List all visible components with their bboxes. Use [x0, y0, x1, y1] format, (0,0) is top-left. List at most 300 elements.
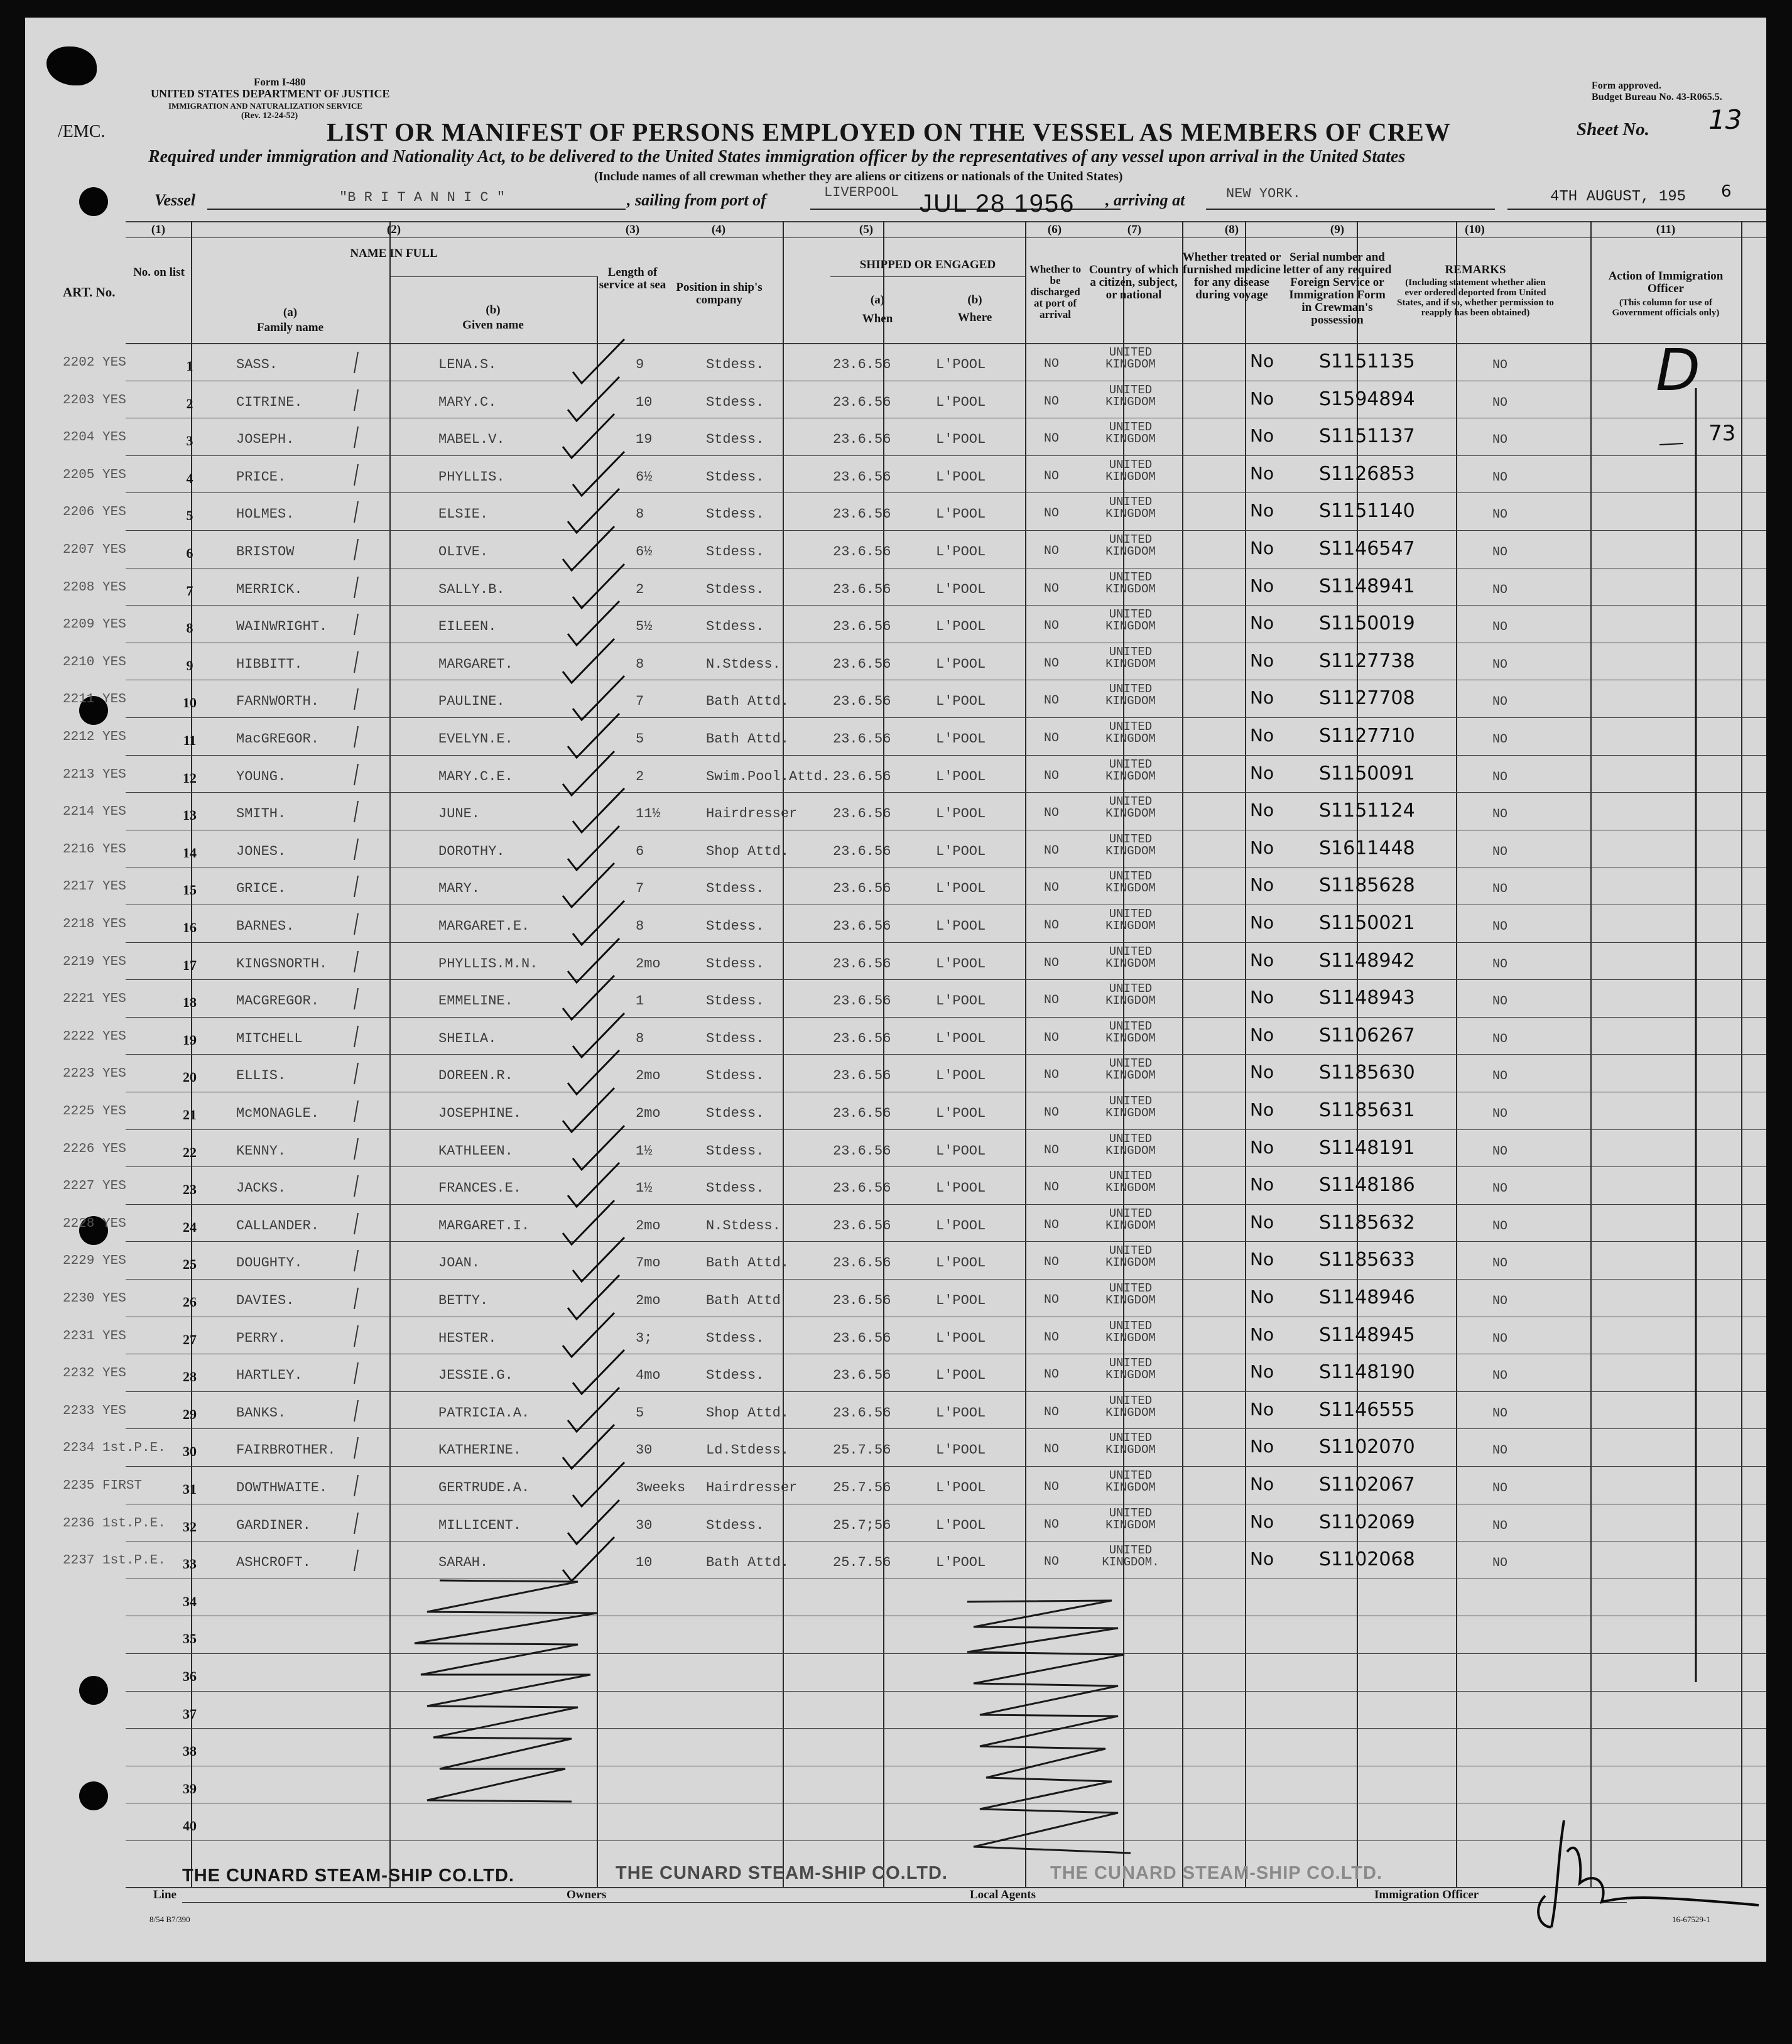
position: Stdess. — [706, 955, 764, 972]
row-number: 38 — [183, 1743, 197, 1759]
row-number: 24 — [183, 1219, 197, 1235]
position: Stdess. — [706, 1030, 764, 1046]
cancel-scribble-names — [389, 1574, 641, 1882]
position: Swim.Pool.Attd. — [706, 768, 831, 785]
position: Stdess. — [706, 1517, 764, 1533]
country: UNITED KINGDOM — [1105, 533, 1156, 558]
serial-number: S1150019 — [1319, 612, 1415, 635]
family-name: MERRICK. — [236, 581, 303, 597]
length-of-service: 2mo — [636, 1106, 661, 1121]
discharged: NO — [1044, 806, 1060, 821]
serial-number: S1127710 — [1319, 725, 1415, 747]
row-number: 36 — [183, 1668, 197, 1684]
col-11-number: (11) — [1656, 223, 1676, 236]
serial-number: S1185630 — [1319, 1062, 1415, 1084]
row-divider — [126, 1241, 1766, 1242]
remarks: NO — [1492, 1331, 1508, 1346]
discharged: NO — [1044, 1405, 1060, 1420]
col-1-header: No. on list — [133, 266, 185, 279]
country: UNITED KINGDOM — [1105, 832, 1156, 858]
shipped-where: L'POOL — [936, 469, 986, 485]
given-name: JESSIE.G. — [438, 1367, 513, 1384]
remarks: NO — [1492, 433, 1508, 448]
row-number: 29 — [183, 1406, 197, 1422]
given-name: EILEEN. — [438, 619, 497, 635]
treated: No — [1250, 1474, 1274, 1494]
shipped-where: L'POOL — [936, 955, 986, 972]
length-of-service: 6 — [636, 843, 644, 859]
col-5a-letter: (a) — [870, 293, 885, 307]
treated: No — [1250, 650, 1274, 671]
length-of-service: 7 — [636, 881, 644, 897]
art-number: 2209 YES — [63, 617, 126, 633]
vessel-label: Vessel — [155, 191, 195, 209]
family-name: JOSEPH. — [236, 432, 295, 448]
shipped-where: L'POOL — [936, 432, 986, 448]
discharged: NO — [1044, 1517, 1060, 1532]
shipped-where: L'POOL — [936, 1517, 986, 1533]
serial-number: S1102070 — [1319, 1436, 1415, 1459]
shipped-when: 25.7.56 — [833, 1442, 891, 1459]
footer-agents-label: Local Agents — [970, 1888, 1036, 1901]
art-number: 2231 YES — [63, 1329, 126, 1344]
position: Bath Attd. — [706, 731, 790, 747]
row-divider — [126, 1391, 1766, 1392]
given-name: MARGARET.I. — [438, 1217, 530, 1234]
name-tick — [352, 725, 361, 750]
col-2b-letter: (b) — [486, 303, 501, 317]
art-number: 2226 YES — [63, 1141, 126, 1156]
country: UNITED KINGDOM — [1105, 1244, 1156, 1270]
remarks: NO — [1492, 620, 1508, 635]
name-tick — [352, 1249, 361, 1274]
remarks: NO — [1492, 1031, 1508, 1046]
given-name: HESTER. — [438, 1330, 497, 1346]
given-name: PAULINE. — [438, 693, 505, 710]
length-of-service: 3weeks — [636, 1480, 686, 1496]
art-number: 2216 YES — [63, 842, 126, 857]
serial-number: S1185631 — [1319, 1099, 1415, 1121]
treated: No — [1250, 1136, 1274, 1158]
row-number: 25 — [183, 1256, 197, 1273]
remarks: NO — [1492, 545, 1508, 560]
row-number: 14 — [183, 844, 197, 861]
family-name: MacGREGOR. — [236, 731, 320, 747]
country: UNITED KINGDOM — [1105, 907, 1156, 933]
col-7-number: (7) — [1127, 223, 1142, 236]
treated: No — [1250, 575, 1274, 596]
serial-number: S1148946 — [1319, 1286, 1415, 1308]
remarks: NO — [1492, 994, 1508, 1009]
shipped-where: L'POOL — [936, 1367, 986, 1384]
row-number: 31 — [183, 1481, 197, 1497]
position: Stdess. — [706, 581, 764, 597]
serial-number: S1146547 — [1319, 538, 1415, 560]
country: UNITED KINGDOM — [1105, 1356, 1156, 1383]
art-number: 2229 YES — [63, 1254, 126, 1269]
given-name: MARGARET. — [438, 656, 513, 672]
length-of-service: 11½ — [636, 806, 661, 822]
row-divider — [126, 1728, 1766, 1729]
col-8-number: (8) — [1224, 223, 1239, 236]
shipped-where: L'POOL — [936, 806, 986, 822]
row-divider — [126, 792, 1766, 793]
treated: No — [1250, 837, 1274, 858]
family-name: PERRY. — [236, 1330, 286, 1346]
name-tick — [352, 425, 361, 450]
given-name: MARY.C. — [438, 394, 497, 410]
country: UNITED KINGDOM — [1105, 1393, 1156, 1420]
name-tick — [352, 1324, 361, 1349]
art-number: 2221 YES — [63, 992, 126, 1007]
name-tick — [352, 1062, 361, 1087]
position: Bath Attd. — [706, 1555, 790, 1571]
country: UNITED KINGDOM — [1105, 1469, 1156, 1494]
budget-bureau: Budget Bureau No. 43-R065.5. — [1592, 92, 1722, 102]
sheet-number: 13 — [1708, 104, 1742, 135]
art-number: 2218 YES — [63, 917, 126, 932]
serial-number: S1146555 — [1319, 1398, 1415, 1421]
given-name: GERTRUDE.A. — [438, 1480, 530, 1496]
shipped-where: L'POOL — [936, 506, 986, 523]
discharged: NO — [1044, 357, 1060, 371]
treated: No — [1250, 762, 1274, 783]
serial-number: S1148190 — [1319, 1361, 1415, 1384]
discharged: NO — [1044, 881, 1060, 896]
shipped-when: 23.6.56 — [833, 394, 891, 410]
serial-number: S1127738 — [1319, 650, 1415, 672]
family-name: MITCHELL — [236, 1030, 303, 1046]
row-number: 5 — [186, 508, 193, 524]
serial-number: S1148186 — [1319, 1174, 1415, 1197]
discharged: NO — [1044, 619, 1060, 634]
row-number: 22 — [183, 1144, 197, 1160]
shipped-where: L'POOL — [936, 357, 986, 372]
row-divider — [126, 1129, 1766, 1130]
country: UNITED KINGDOM — [1105, 982, 1156, 1008]
row-number: 35 — [183, 1631, 197, 1647]
punch-hole — [79, 1676, 108, 1705]
given-name: DOROTHY. — [438, 843, 505, 859]
length-of-service: 8 — [636, 656, 644, 672]
art-number: 2232 YES — [63, 1366, 126, 1381]
treated: No — [1250, 1174, 1274, 1195]
shipped-when: 23.6.56 — [833, 469, 891, 485]
remarks: NO — [1492, 1256, 1508, 1271]
position: Stdess. — [706, 394, 764, 410]
discharged: NO — [1044, 581, 1060, 596]
shipped-where: L'POOL — [936, 1030, 986, 1046]
row-number: 23 — [183, 1182, 197, 1198]
remarks: NO — [1492, 695, 1508, 710]
treated: No — [1250, 1548, 1274, 1570]
row-number: 34 — [183, 1593, 197, 1609]
row-number: 7 — [186, 582, 193, 599]
length-of-service: 6½ — [636, 469, 653, 485]
serial-number: S1150091 — [1319, 762, 1415, 785]
discharged: NO — [1044, 656, 1060, 671]
family-name: YOUNG. — [236, 768, 286, 785]
given-name: LENA.S. — [438, 357, 497, 372]
position: Stdess. — [706, 1367, 764, 1384]
name-tick — [352, 1474, 361, 1499]
treated: No — [1250, 1211, 1274, 1232]
row-divider — [126, 1279, 1766, 1280]
col-2b-header: Given name — [462, 318, 524, 332]
length-of-service: 2mo — [636, 1293, 661, 1308]
row-number: 20 — [183, 1069, 197, 1085]
family-name: ASHCROFT. — [236, 1555, 311, 1571]
shipped-when: 23.6.56 — [833, 1255, 891, 1271]
country: UNITED KINGDOM — [1105, 1281, 1156, 1307]
serial-number: S1150021 — [1319, 912, 1415, 934]
given-name: MABEL.V. — [438, 432, 505, 448]
shipped-when: 25.7.56 — [833, 1480, 891, 1496]
given-name: JOSEPHINE. — [438, 1106, 522, 1121]
remarks: NO — [1492, 1107, 1508, 1121]
shipped-when: 23.6.56 — [833, 955, 891, 972]
col-11-note: (This column for use of Government officials only) — [1612, 298, 1720, 318]
shipped-when: 23.6.56 — [833, 581, 891, 597]
position: Stdess. — [706, 993, 764, 1009]
name-tick — [352, 1099, 361, 1124]
art-number: 2222 YES — [63, 1029, 126, 1044]
cancel-scribble-shipped — [961, 1596, 1168, 1891]
treated: No — [1250, 687, 1274, 709]
serial-number: S1148191 — [1319, 1136, 1415, 1159]
position: Stdess. — [706, 1180, 764, 1197]
serial-number: S1127708 — [1319, 687, 1415, 710]
length-of-service: 5 — [636, 731, 644, 747]
row-number: 19 — [183, 1031, 197, 1048]
family-name: HARTLEY. — [236, 1367, 303, 1384]
length-of-service: 7 — [636, 693, 644, 710]
form-subtitle: Required under immigration and Nationality Act, to be delivered to the United States immigration officer by the representatives of any vessel upon arrival in the United States — [148, 147, 1406, 166]
length-of-service: 5 — [636, 1405, 644, 1421]
discharged: NO — [1044, 1555, 1060, 1570]
serial-number: S1126853 — [1319, 462, 1415, 485]
row-number: 13 — [183, 807, 197, 824]
name-tick — [352, 500, 361, 525]
family-name: KENNY. — [236, 1143, 286, 1159]
footer-owners-label: Owners — [567, 1888, 607, 1901]
length-of-service: 8 — [636, 1030, 644, 1046]
remarks: NO — [1492, 1518, 1508, 1533]
discharged: NO — [1044, 993, 1060, 1008]
country: UNITED KINGDOM — [1105, 757, 1156, 783]
col-2a-header: Family name — [256, 321, 324, 334]
discharged: NO — [1044, 1442, 1060, 1457]
art-number: 2227 YES — [63, 1179, 126, 1194]
name-tick — [352, 463, 361, 488]
art-number: 2212 YES — [63, 730, 126, 744]
remarks: NO — [1492, 1406, 1508, 1421]
remarks: NO — [1492, 1219, 1508, 1234]
shipped-where: L'POOL — [936, 731, 986, 747]
shipped-where: L'POOL — [936, 1480, 986, 1496]
name-tick — [352, 687, 361, 712]
art-number: 2210 YES — [63, 655, 126, 670]
col-1-number: (1) — [151, 223, 166, 236]
footer-line-company: THE CUNARD STEAM-SHIP CO.LTD. — [182, 1866, 514, 1886]
row-number: 10 — [183, 695, 197, 711]
col-2a-letter: (a) — [283, 306, 298, 319]
treated: No — [1250, 462, 1274, 484]
given-name: DOREEN.R. — [438, 1068, 513, 1084]
position: Stdess. — [706, 469, 764, 485]
shipped-when: 23.6.56 — [833, 1293, 891, 1308]
family-name: GARDINER. — [236, 1517, 311, 1533]
name-tick — [352, 538, 361, 563]
country: UNITED KINGDOM — [1105, 570, 1156, 596]
shipped-when: 23.6.56 — [833, 1068, 891, 1084]
shipped-where: L'POOL — [936, 1293, 986, 1308]
treated: No — [1250, 1436, 1274, 1457]
family-name: HOLMES. — [236, 506, 295, 523]
shipped-when: 25.7;56 — [833, 1517, 891, 1533]
manifest-sheet — [25, 18, 1766, 1962]
country: UNITED KINGDOM — [1105, 720, 1156, 746]
remarks: NO — [1492, 1556, 1508, 1571]
col-3-header: Length of service at sea — [599, 266, 666, 291]
shipped-when: 23.6.56 — [833, 993, 891, 1009]
given-name: PHYLLIS.M.N. — [438, 955, 538, 972]
length-of-service: 30 — [636, 1442, 653, 1459]
name-tick — [352, 763, 361, 788]
discharged: NO — [1044, 1106, 1060, 1120]
discharged: NO — [1044, 1367, 1060, 1383]
row-divider — [126, 1691, 1766, 1692]
art-number: 2225 YES — [63, 1104, 126, 1119]
art-number: 2211 YES — [63, 692, 126, 707]
row-number: 40 — [183, 1818, 197, 1834]
given-name: JOAN. — [438, 1255, 481, 1271]
family-name: FARNWORTH. — [236, 693, 320, 710]
family-name: JONES. — [236, 843, 286, 859]
shipped-when: 23.6.56 — [833, 544, 891, 560]
length-of-service: 10 — [636, 394, 653, 410]
name-tick — [352, 874, 361, 900]
treated: No — [1250, 1398, 1274, 1420]
shipped-where: L'POOL — [936, 843, 986, 859]
country: UNITED KINGDOM — [1105, 644, 1156, 671]
arrival-date: 4TH AUGUST, 195 — [1550, 188, 1686, 205]
row-number: 39 — [183, 1780, 197, 1797]
position: Stdess. — [706, 881, 764, 897]
name-tick — [352, 388, 361, 413]
row-divider — [126, 492, 1766, 493]
family-name: FAIRBROTHER. — [236, 1442, 336, 1459]
shipped-where: L'POOL — [936, 1555, 986, 1571]
shipped-when: 23.6.56 — [833, 1030, 891, 1046]
shipped-when: 23.6.56 — [833, 1180, 891, 1197]
treated: No — [1250, 351, 1274, 371]
given-name: FRANCES.E. — [438, 1180, 522, 1197]
position: Shop Attd. — [706, 843, 790, 859]
shipped-where: L'POOL — [936, 1106, 986, 1121]
row-divider — [126, 942, 1766, 943]
length-of-service: 19 — [636, 432, 653, 448]
officer-line-mark — [1658, 369, 1734, 1688]
shipped-where: L'POOL — [936, 656, 986, 672]
row-number: 33 — [183, 1556, 197, 1572]
serial-number: S1148945 — [1319, 1324, 1415, 1346]
name-tick — [352, 800, 361, 825]
length-of-service: 5½ — [636, 619, 653, 635]
shipped-where: L'POOL — [936, 1442, 986, 1459]
name-tick — [352, 950, 361, 975]
art-number: 2207 YES — [63, 543, 126, 557]
country: UNITED KINGDOM — [1105, 795, 1156, 821]
name-tick — [352, 987, 361, 1012]
shipped-where: L'POOL — [936, 1405, 986, 1421]
include-note: (Include names of all crewman whether they are aliens or citizens or nationals of the United States) — [594, 170, 1123, 183]
row-divider — [126, 455, 1766, 456]
remarks: NO — [1492, 1481, 1508, 1496]
discharged: NO — [1044, 731, 1060, 746]
position: Bath Attd. — [706, 1255, 790, 1271]
position: Stdess. — [706, 432, 764, 448]
shipped-when: 23.6.56 — [833, 1330, 891, 1346]
footer-line-label: Line — [153, 1888, 176, 1901]
remarks: NO — [1492, 1069, 1508, 1084]
treated: No — [1250, 425, 1274, 447]
remarks: NO — [1492, 1294, 1508, 1308]
remarks: NO — [1492, 844, 1508, 859]
col-5a-header: When — [862, 312, 893, 325]
country: UNITED KINGDOM — [1105, 495, 1156, 521]
discharged: NO — [1044, 469, 1060, 484]
treated: No — [1250, 1249, 1274, 1270]
row-divider — [126, 1166, 1766, 1167]
row-number: 37 — [183, 1705, 197, 1722]
treated: No — [1250, 1361, 1274, 1383]
discharged: NO — [1044, 1293, 1060, 1307]
length-of-service: 2 — [636, 581, 644, 597]
length-of-service: 7mo — [636, 1255, 661, 1271]
shipped-when: 23.6.56 — [833, 881, 891, 897]
family-name: HIBBITT. — [236, 656, 303, 672]
serial-number: S1185633 — [1319, 1249, 1415, 1271]
given-name: JUNE. — [438, 806, 481, 822]
art-number: 2233 YES — [63, 1403, 126, 1418]
length-of-service: 9 — [636, 357, 644, 372]
col-5-header: SHIPPED OR ENGAGED — [859, 258, 996, 271]
length-of-service: 6½ — [636, 544, 653, 560]
given-name: OLIVE. — [438, 544, 489, 560]
serial-number: S1151124 — [1319, 800, 1415, 822]
family-name: CITRINE. — [236, 394, 303, 410]
col-9-header: Serial number and letter of any required Foreign Service or Immigration Form in Crewman's possession — [1283, 251, 1392, 327]
shipped-where: L'POOL — [936, 768, 986, 785]
name-tick — [352, 1436, 361, 1461]
position: Hairdresser — [706, 1480, 798, 1496]
col-10-note: (Including statement whether alien ever ordered deported from United States, and if so, whether permission to reapply has been obtained) — [1397, 278, 1554, 318]
row-divider — [126, 1428, 1766, 1429]
family-name: MACGREGOR. — [236, 993, 320, 1009]
family-name: McMONAGLE. — [236, 1106, 320, 1121]
discharged: NO — [1044, 1255, 1060, 1270]
row-divider — [126, 605, 1766, 606]
serial-number: S1611448 — [1319, 837, 1415, 859]
given-name: SALLY.B. — [438, 581, 505, 597]
col-10-number: (10) — [1465, 223, 1485, 236]
shipped-where: L'POOL — [936, 544, 986, 560]
service-name: IMMIGRATION AND NATURALIZATION SERVICE — [168, 101, 363, 111]
length-of-service: 2mo — [636, 955, 661, 972]
name-tick — [352, 1174, 361, 1199]
col-5-number: (5) — [859, 223, 874, 236]
